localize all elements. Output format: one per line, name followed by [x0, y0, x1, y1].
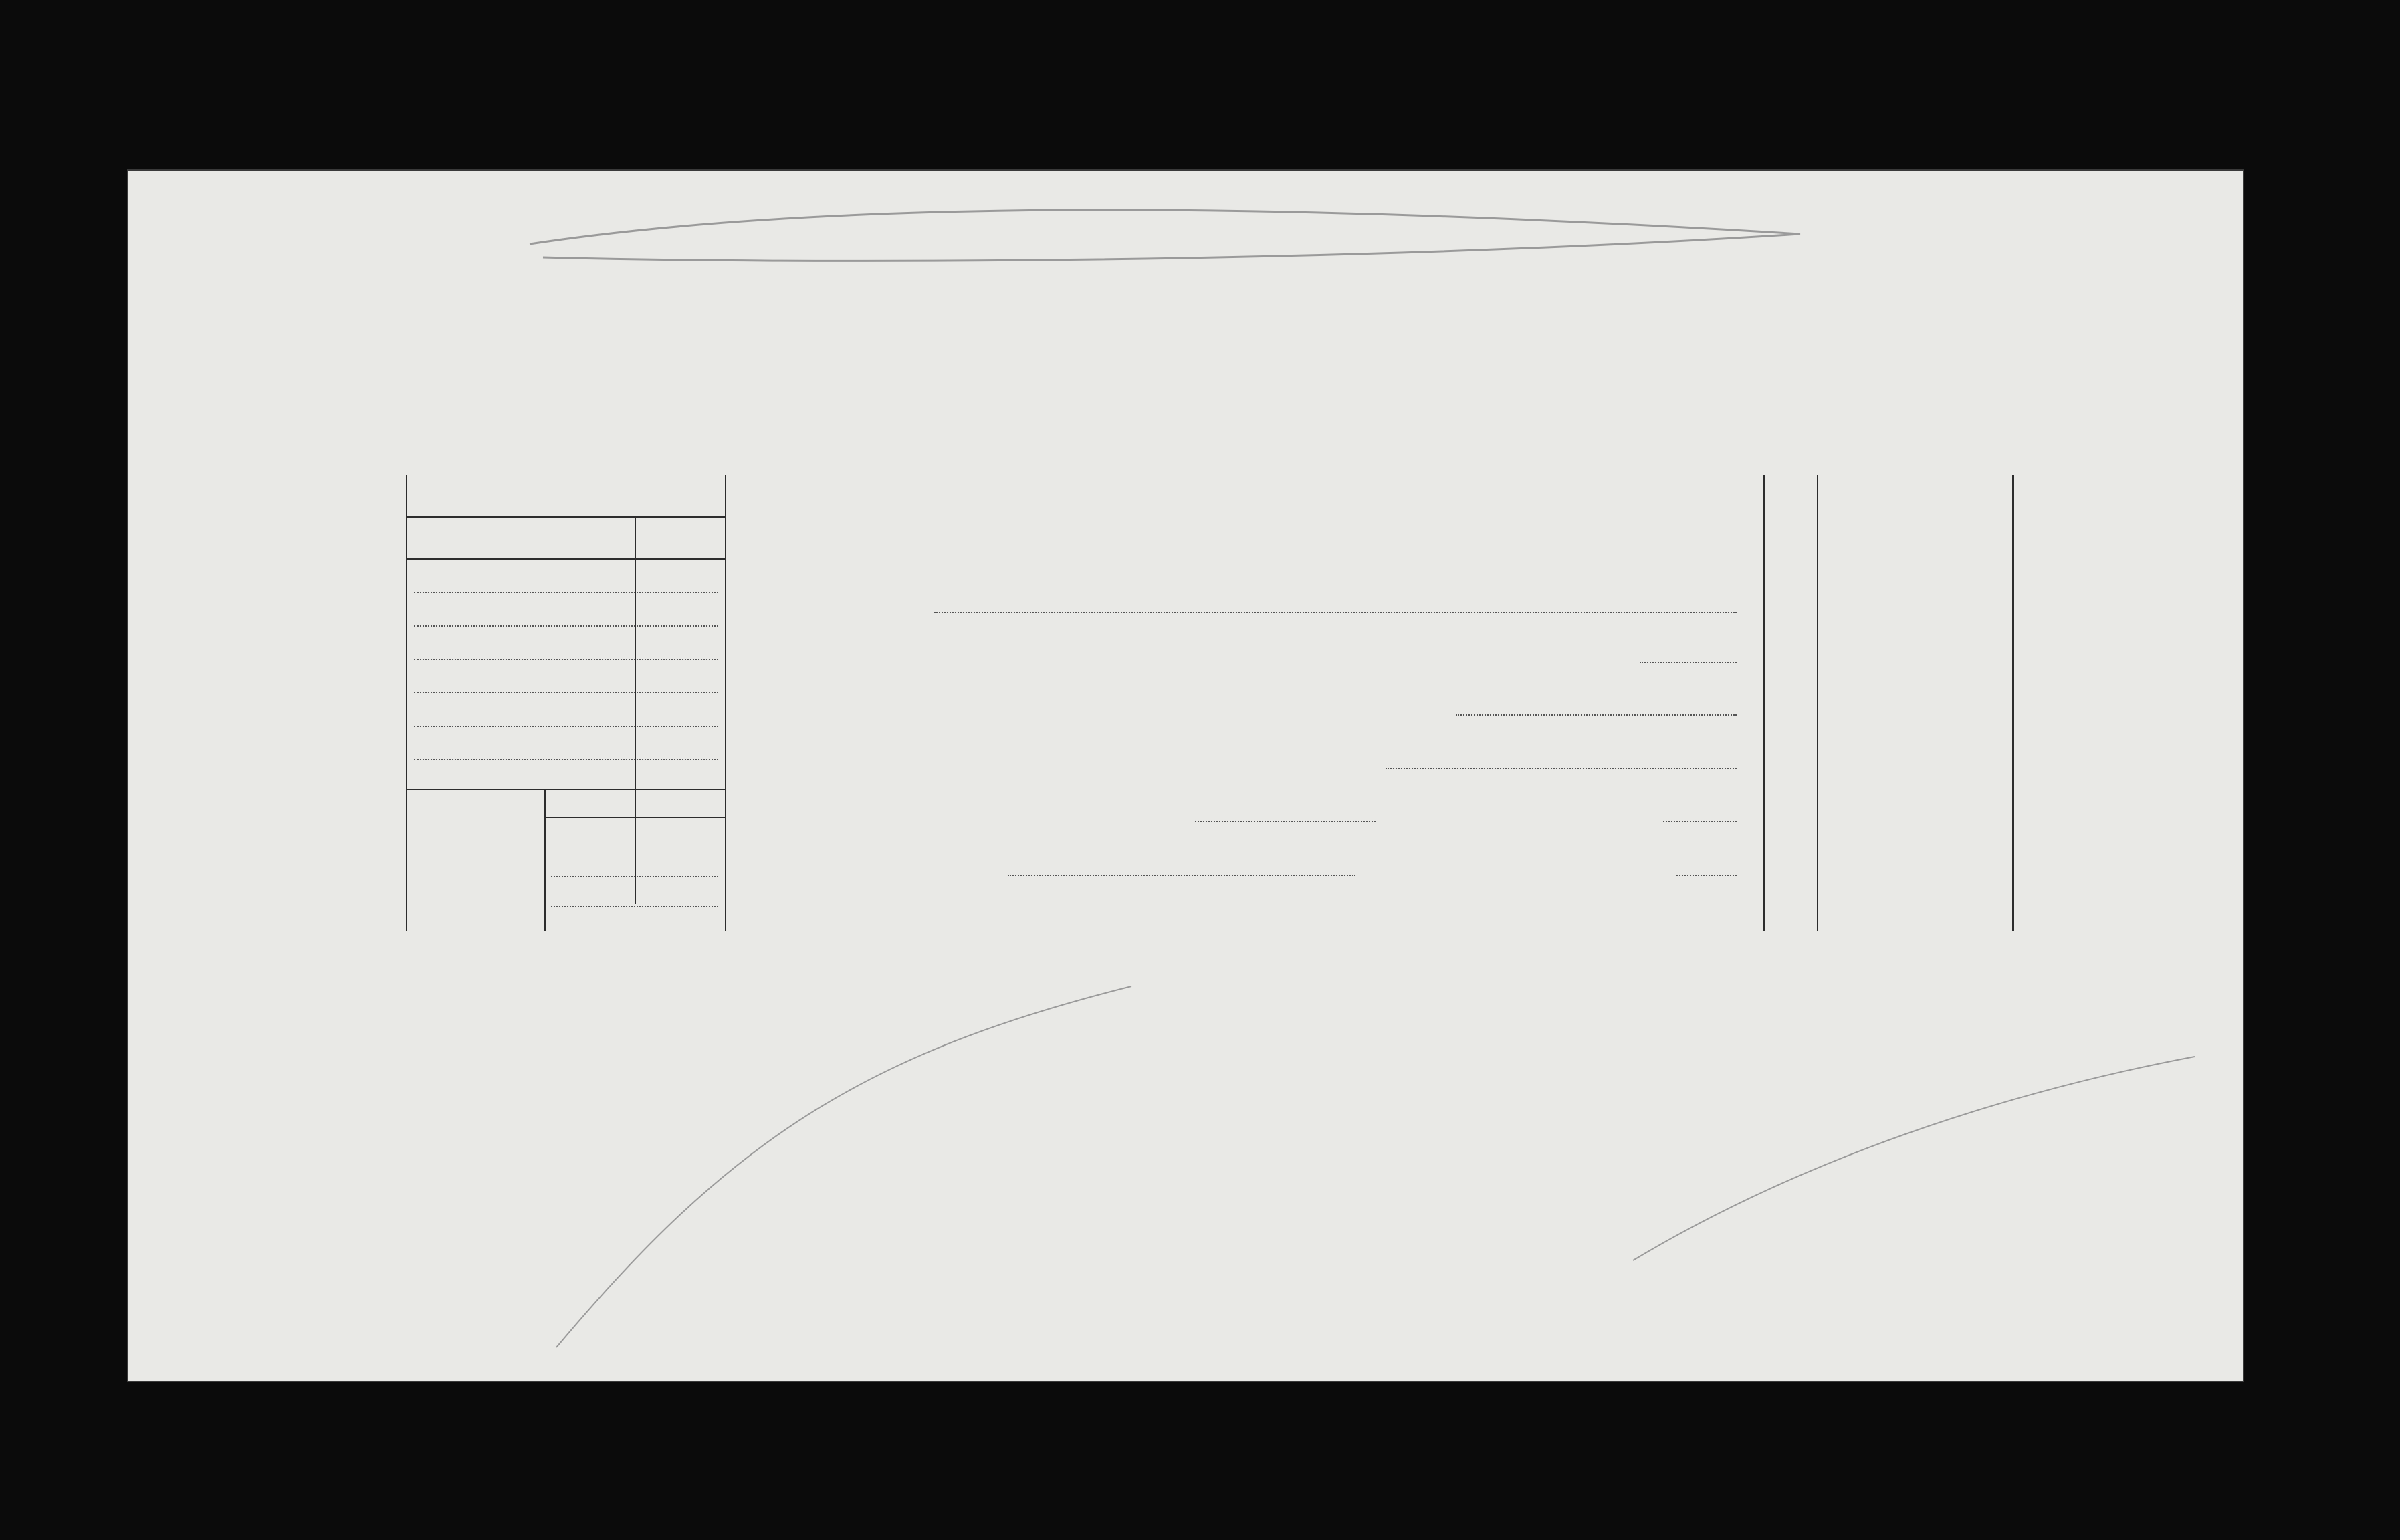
census-card: [128, 171, 2243, 1381]
pencil-marks: [128, 171, 2243, 1381]
